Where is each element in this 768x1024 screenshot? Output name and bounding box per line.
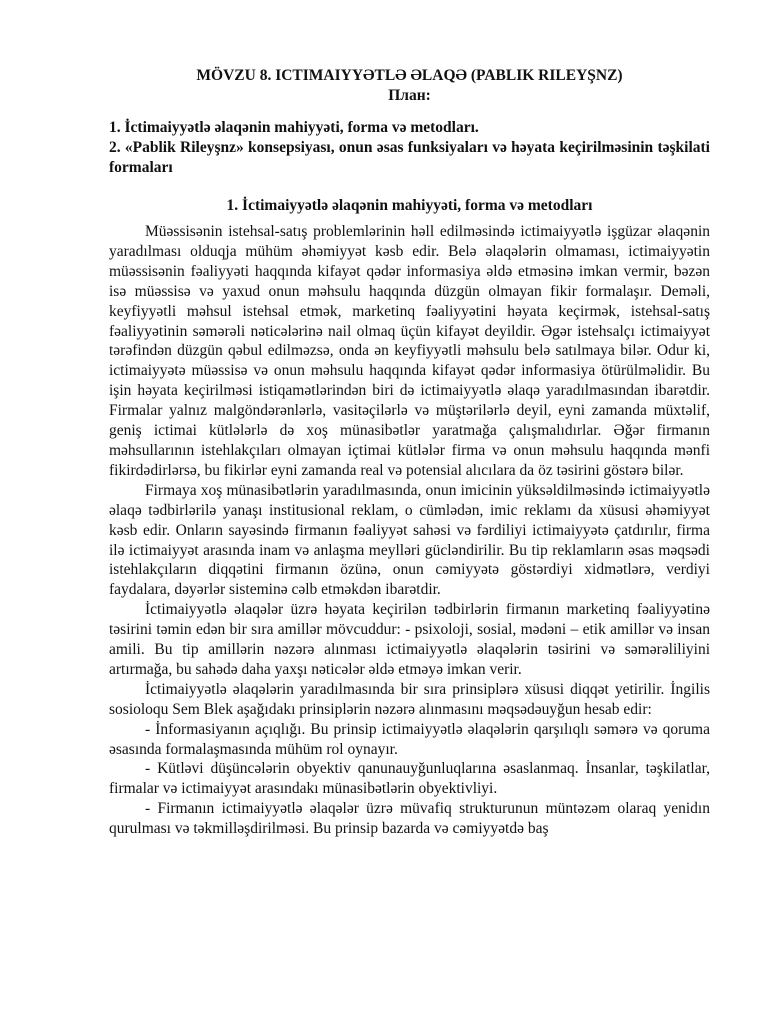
principle-item-3: - Firmanın ictimaiyyətlə əlaqələr üzrə müvafiq strukturunun müntəzəm olaraq yenidın qurulması və təkmilləşdirilməsi. Bu prinsip bazarda və cəmiyyətdə baş <box>109 800 710 838</box>
paragraph-3: İctimaiyyətlə əlaqələr üzrə həyata keçirilən tədbirlərin firmanın marketinq fəaliyyətinə təsirini təmin edən bir sıra amillər mövcuddur: - psixoloji, sosial, mədəni – etik amillər və insan amili. Bu tip amillərin nəzərə alınması ictimaiyyətlə əlaqələrin təsirini və səmərəliliyini artırmağa, bu sahədə daha yaxşı nəticələr əldə etməyə imkan verir. <box>109 601 710 678</box>
paragraph-4: İctimaiyyətlə əlaqələrin yaradılmasında bir sıra prinsiplərə xüsusi diqqət yetirilir. İngilis sosioloqu Sem Blek aşağıdakı prinsiplərin nəzərə alınmasını məqsədəuyğun hesab edir: <box>109 680 710 718</box>
principle-item-2: - Kütləvi düşüncələrin obyektiv qanunauyğunluqlarına əsaslanmaq. İnsanlar, təşkilatlar, firmalar və ictimaiyyət arasındakı münasibətlərin obyektivliyi. <box>109 760 710 798</box>
paragraph-2: Firmaya xoş münasibətlərin yaradılmasında, onun imicinin yüksəldilməsində ictimaiyyətlə əlaqə tədbirlərilə yanaşı institusional reklam, o cümlədən, imic reklamı da xüsusi əhəmiyyət kəsb edir. Onların sayəsində firmanın fəaliyyət sahəsi və fərdiliyi ictimaiyyətə çatdırılır, firma ilə ictimaiyyət arasında inam və anlaşma meylləri gücləndirilir. Bu tip reklamların əsas məqsədi istehlakçıların diqqətini firmanın özünə, onun cəmiyyətə göstərdiyi xidmətlərə, verdiyi faydalara, dəyərlər sisteminə cəlb etməkdən ibarətdir. <box>109 481 710 599</box>
plan-list <box>109 118 710 178</box>
paragraph-1: Müəssisənin istehsal-satış problemlərinin həll edilməsində ictimaiyyətlə işgüzar əlaqənin yaradılması olduqja mühüm əhəmiyyət kəsb edir. Belə əlaqələrin olmaması, ictimaiyyətin müəssisənin fəaliyyəti haqqında kifayət qədər informasiya əldə etməsinə imkan vermir, bəzən isə müəssisə və yaxud onun məhsulu haqqında düzgün olmayan fikir formalaşır. Deməli, keyfiyyətli məhsul istehsal etmək, marketinq fəaliyyətini həyata keçirmək, istehsal-satış fəaliyyətinin səmərəli nəticələrinə nail olmaq üçün kifayət deyildir. Əgər istehsalçı ictimaiyyət tərəfindən düzgün qəbul edilməzsə, onda ən keyfiyyətli məhsulu belə satılmaya bilər. Odur ki, ictimaiyyətə müəssisə və onun məhsulu haqqında kifayət qədər informasiya ötürülməlidir. Bu işin həyata keçirilməsi istiqamətlərindən biri də ictimaiyyətlə əlaqə yaradılmasından ibarətdir. Firmalar yalnız malgöndərənlərlə, vasitəçilərlə və müştərilərlə deyil, eyni zamanda müxtəlif, geniş ictimai kütlələrlə də xoş münasibətlər yaratmağa çalışmalıdırlar. Əğər firmanın məhsullarının istehlakçıları olmayan içtimai kütlələr firma və onun məhsulu haqqında mənfi fikirdədirlərsə, bu fikirlər eyni zamanda real və potensial alıcılara da öz təsirini göstərə bilər. <box>109 223 710 479</box>
document-title: MÖVZU 8. ICTIMAIYYƏTLƏ ƏLAQƏ (PABLIK RILEYŞNZ) <box>196 67 623 84</box>
plan-item-1: 1. İctimaiyyətlə əlaqənin mahiyyəti, forma və metodları. <box>109 119 479 136</box>
plan-item-2: 2. «Pablik Rileyşnz» konsepsiyası, onun əsas funksiyaları və həyata keçirilməsinin təşkilati formaları <box>109 139 710 176</box>
section-heading: 1. İctimaiyyətlə əlaqənin mahiyyəti, forma və metodları <box>226 197 593 214</box>
plan-title: План: <box>388 87 431 104</box>
principle-item-1: - İnformasiyanın açıqlığı. Bu prinsip ictimaiyyətlə əlaqələrin qarşılıqlı səmərə və qoruma əsasında formalaşmasında mühüm rol oynayır. <box>109 720 710 758</box>
